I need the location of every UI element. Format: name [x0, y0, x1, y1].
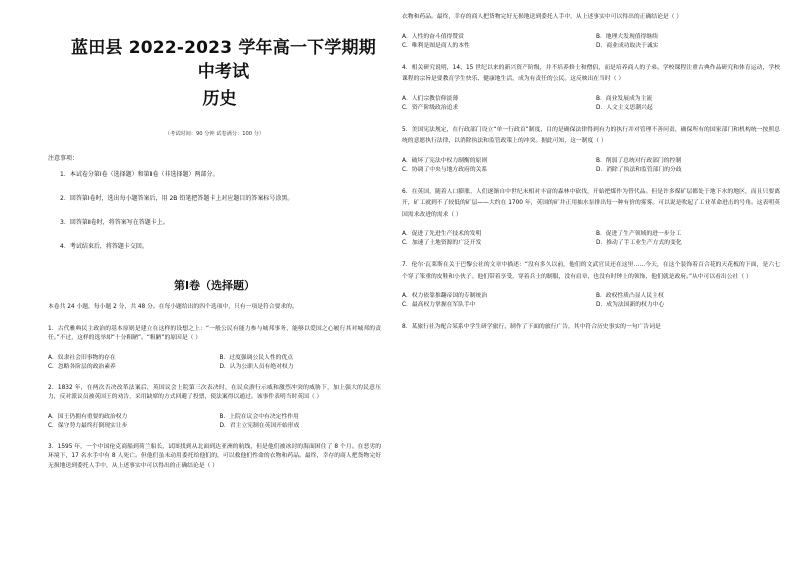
option-d: D．商业成功取决于诚实: [596, 42, 659, 49]
notice-item: 1．本试卷分第Ⅰ卷（选择题）和第Ⅱ卷（非选择题）两部分。: [60, 171, 219, 178]
option-d: D．成为法国新的权力中心: [596, 302, 665, 308]
option-a: A．奴隶社会旧事物的存在: [48, 354, 116, 361]
option-c: C．加速了土地资源的广泛开发: [402, 240, 482, 246]
question-4-options: [402, 95, 780, 113]
notice-item: 3．回答第Ⅱ卷时，将答案写在答题卡上。: [60, 219, 169, 226]
question-7-options: [402, 292, 780, 310]
option-a: A．国王仍拥有重要的政治权力: [48, 413, 128, 420]
question-2-stem: 2．1832 年，在两次否决改革法案后，英国议会上院第三次表决时，在民众游行示威和激烈冲突的威胁下，加上强大的民意压力，反对派议员被英国王的劝告，采用缺席的方式回避了投票，使法案得以通过。该事件表明当时英国（ ）: [48, 384, 381, 400]
option-c: C．唯利是图是商人的本性: [402, 42, 470, 49]
question-5-stem: 5．美国宪法规定，在行政部门设立“单一行政首”制度，目的是确保法律得到有力的执行并对管理不善问责，确保所有的国家部门和机构统一按照总统的意愿执行法律，以消除执法和监管政策上的冲突。据此可知，这一制度（ ）: [402, 126, 780, 144]
option-b: B．政权性质凸显人民主权: [596, 293, 664, 299]
exam-subject: 历史: [202, 89, 237, 109]
option-a: A．人性的奋斗值得赞赏: [402, 33, 464, 40]
question-3-options: [402, 33, 780, 51]
notice-item: 4．考试结束后，将答题卡交回。: [60, 243, 148, 250]
option-b: B．商业发展成为主流: [596, 95, 653, 102]
option-c: C．最高权力掌握在军队手中: [402, 302, 476, 308]
option-d: D．推动了手工业生产方式的变化: [596, 240, 682, 246]
option-b: B．削弱了总统对行政部门的控制: [596, 157, 682, 164]
question-1-stem: 1．古代雅典民主政治的基本原则是建立在这样的设想之上：“一般公民有能力参与城邦事务，能够以爱国之心履行其对城邦的责任。”不过，这样的选举却“十分粗陋”。“粗陋”的原因是（ ）: [48, 325, 381, 341]
option-a: A．人们宗教信仰淡薄: [402, 95, 459, 102]
option-d: D．人文主义思潮兴起: [596, 104, 653, 111]
option-c: C．资产阶级政治追求: [402, 104, 459, 111]
option-d: D．君主立宪制在英国开始形成: [219, 422, 300, 429]
option-b: B．过度强调公民人性的优点: [219, 354, 294, 361]
section-title: 第Ⅰ卷（选择题）: [173, 279, 256, 292]
option-c: C．协调了中央与地方政府的关系: [402, 166, 488, 173]
question-8-stem: 8．某旅行社为配合某系中学生研学旅行，制作了下面的旅行广告，其中符合历史事实的一句广告词是: [402, 324, 661, 330]
notice-item: 2．回答第Ⅰ卷时，选出每小题答案后，用 2B 铅笔把答题卡上对应题目的答案标号涂黑。: [60, 195, 294, 202]
question-1-options: [48, 354, 381, 372]
option-a: A．破坏了宪法中权力制衡的原则: [402, 157, 488, 164]
option-b: B．地理大发现值得继续: [596, 33, 658, 40]
question-6-stem: 6．在英国，随着人口膨胀，人们逐渐自中世纪末相对丰富的森林中砍伐，开始把煤作为替代品。但是许多煤矿层都处于地下水的地区，而且只要离开，矿工就到不了较低的矿层——大约在 1700 年，英国的矿井正用抽水泵排出每一种有价的雾雾。可以说是吹起了工业革命进击的号角。这表明英国需求改进的需求（ ）: [402, 188, 780, 218]
question-2-options: [48, 413, 381, 431]
option-a: A．权力依靠推翻帝国的专制统治: [402, 293, 488, 299]
right-page: [397, 0, 794, 562]
option-d: D．认为公职人员有绝对权力: [219, 363, 294, 370]
option-c: C．忽略各阶层的政治素养: [48, 363, 116, 370]
exam-info: （考试时间：90 分钟 试卷满分：100 分）: [164, 131, 265, 137]
option-d: D．消除了执法和监管部门的分歧: [596, 166, 682, 173]
notice-title: 注意事项：: [48, 155, 79, 162]
question-4-stem: 4．相关研究说明，14、15 世纪以来的新兴资产阶级，并不培养修士和僧侣，而是培养商人的子弟。学校课程注重古典作品研究和体育运动，学校课程的宗旨是要教育学生快乐、健康地生活，成为有责任的公民。这反映出在当时（ ）: [402, 64, 780, 82]
question-7-stem: 7．伦尔·瓦莱斯在关于巴黎公社的文章中描述：“没有多久以前，他们的文武官员还在这里……今天，在这个装饰着百合花的天花板的下面，是六七个穿了笨重的皮鞋和小伙子。他们带着享受，穿着兵士的制服，没有肩章，也没有时钟上的领饰，他们就是政府。”从中可以看出公社（ ）: [402, 262, 780, 280]
option-a: A．促进了先进生产技术的发明: [402, 231, 482, 237]
question-5-options: [402, 157, 780, 175]
option-b: B．上院在议会中有决定性作用: [219, 413, 299, 420]
option-c: C．保守势力最终打倒现实让步: [48, 422, 128, 429]
question-6-options: [402, 230, 780, 248]
exam-title: 蓝田县 2022-2023 学年高一下学期期中考试: [71, 38, 376, 82]
question-3-continued: 衣物和药品。最终，幸存的商人把货物完好无损地送到委托人手中，从上述事实中可以得出的正确结论是（ ）: [402, 14, 683, 20]
question-3-stem: 3．1595 年，一个中国伦克商船到荷兰船长，试图找到从北面到达亚洲的航线，但是他们被冰封的海面困住了 8 个月。在恶劣的环境下，17 名水手中有 8 人死亡。但他们虽未动用委托给他们的，可以救他们性命的衣物和药品。最终，幸存的商人把货物完好无损地送到委托人手中，从上述事实中可以得出的正确结论是（ ）: [48, 443, 381, 469]
option-b: B．促进了生产领域的进一步分工: [596, 231, 682, 237]
section-intro: 本卷共 24 小题，每小题 2 分，共 48 分。在每小题给出的四个选项中，只有一项是符合要求的。: [48, 304, 298, 310]
